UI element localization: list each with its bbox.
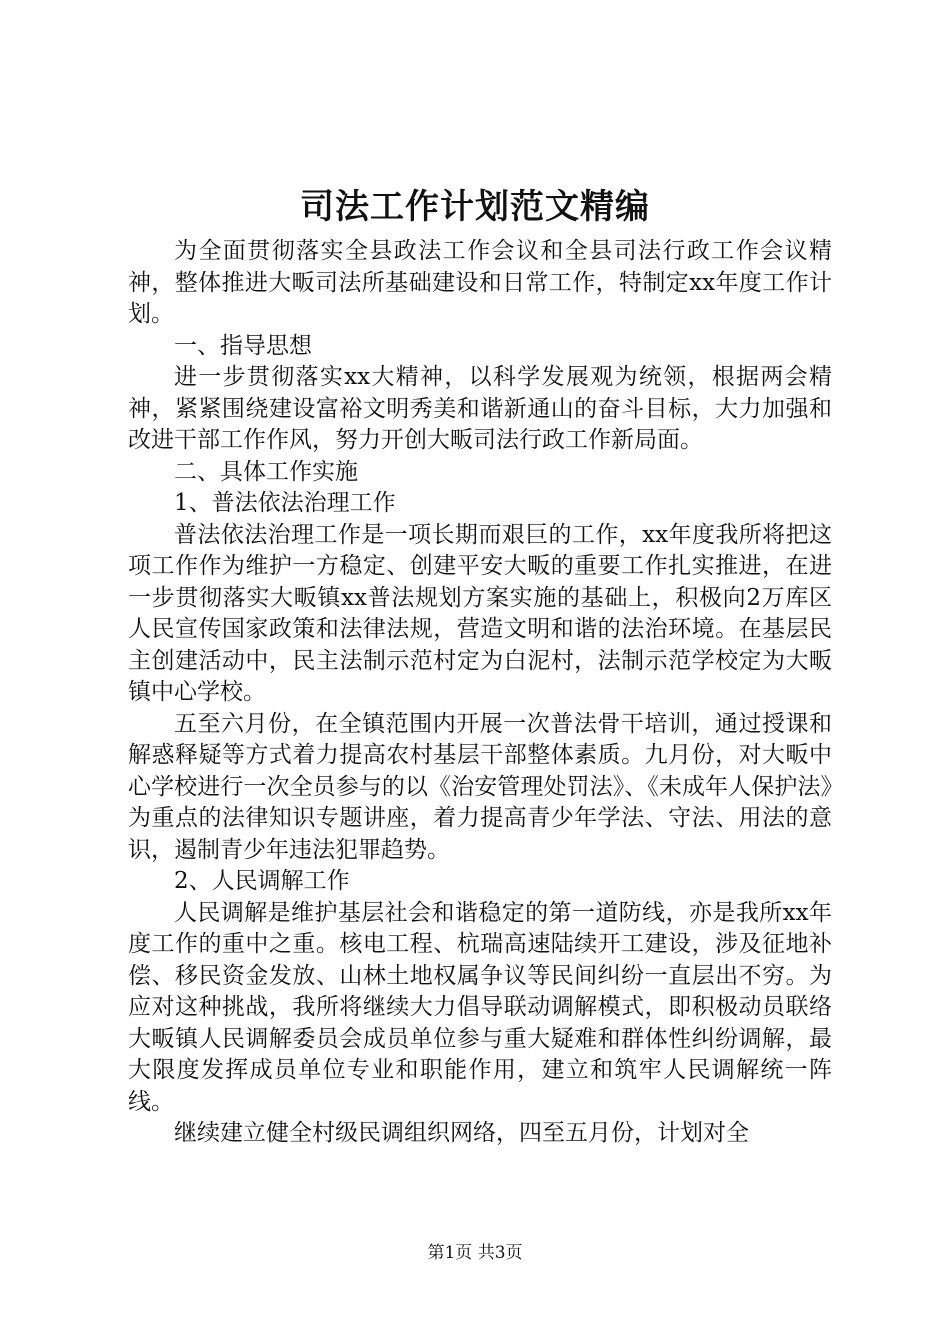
section-heading-implementation: 二、具体工作实施 (174, 458, 358, 485)
mediation-paragraph: 人民调解是维护基层社会和谐稳定的第一道防线，亦是我所xx年度工作的重中之重。核电工程、杭瑞高速陆续开工建设，涉及征地补偿、移民资金发放、山林土地权属争议等民间纠纷一直层出不穷。为应对这种挑战，我所将继续大力倡导联动调解模式，即积极动员联络大畈镇人民调解委员会成员单位参与重大疑难和群体性纠纷调解，最大限度发挥成员单位专业和职能作用，建立和筑牢人民调解统一阵线。 (128, 899, 832, 1115)
document-title: 司法工作计划范文精编 (300, 187, 650, 227)
document-body (128, 236, 832, 1150)
guiding-ideology-paragraph: 进一步贯彻落实xx大精神，以科学发展观为统领，根据两会精神，紧紧围绕建设富裕文明秀美和谐新通山的奋斗目标，大力加强和改进干部工作作风，努力开创大畈司法行政工作新局面。 (128, 364, 832, 453)
legal-training-paragraph: 五至六月份，在全镇范围内开展一次普法骨干培训，通过授课和解惑释疑等方式着力提高农村基层干部整体素质。九月份，对大畈中心学校进行一次全员参与的以《治安管理处罚法》、《未成年人保护法》为重点的法律知识专题讲座，着力提高青少年学法、守法、用法的意识，遏制青少年违法犯罪趋势。 (128, 710, 832, 863)
subsection-heading-mediation: 2、人民调解工作 (174, 868, 350, 894)
section-heading-guiding-ideology: 一、指导思想 (174, 332, 312, 359)
legal-education-paragraph: 普法依法治理工作是一项长期而艰巨的工作，xx年度我所将把这项工作作为维护一方稳定、创建平安大畈的重要工作扎实推进，在进一步贯彻落实大畈镇xx普法规划方案实施的基础上，积极向2万库区人民宣传国家政策和法律法规，营造文明和谐的法治环境。在基层民主创建活动中，民主法制示范村定为白泥村，法制示范学校定为大畈镇中心学校。 (128, 521, 832, 705)
mediation-network-paragraph: 继续建立健全村级民调组织网络，四至五月份，计划对全 (174, 1120, 749, 1146)
intro-paragraph: 为全面贯彻落实全县政法工作会议和全县司法行政工作会议精神，整体推进大畈司法所基础建设和日常工作，特制定xx年度工作计划。 (128, 238, 832, 327)
subsection-heading-legal-education: 1、普法依法治理工作 (174, 490, 396, 516)
page-footer: 第1页 共3页 (427, 1243, 523, 1263)
